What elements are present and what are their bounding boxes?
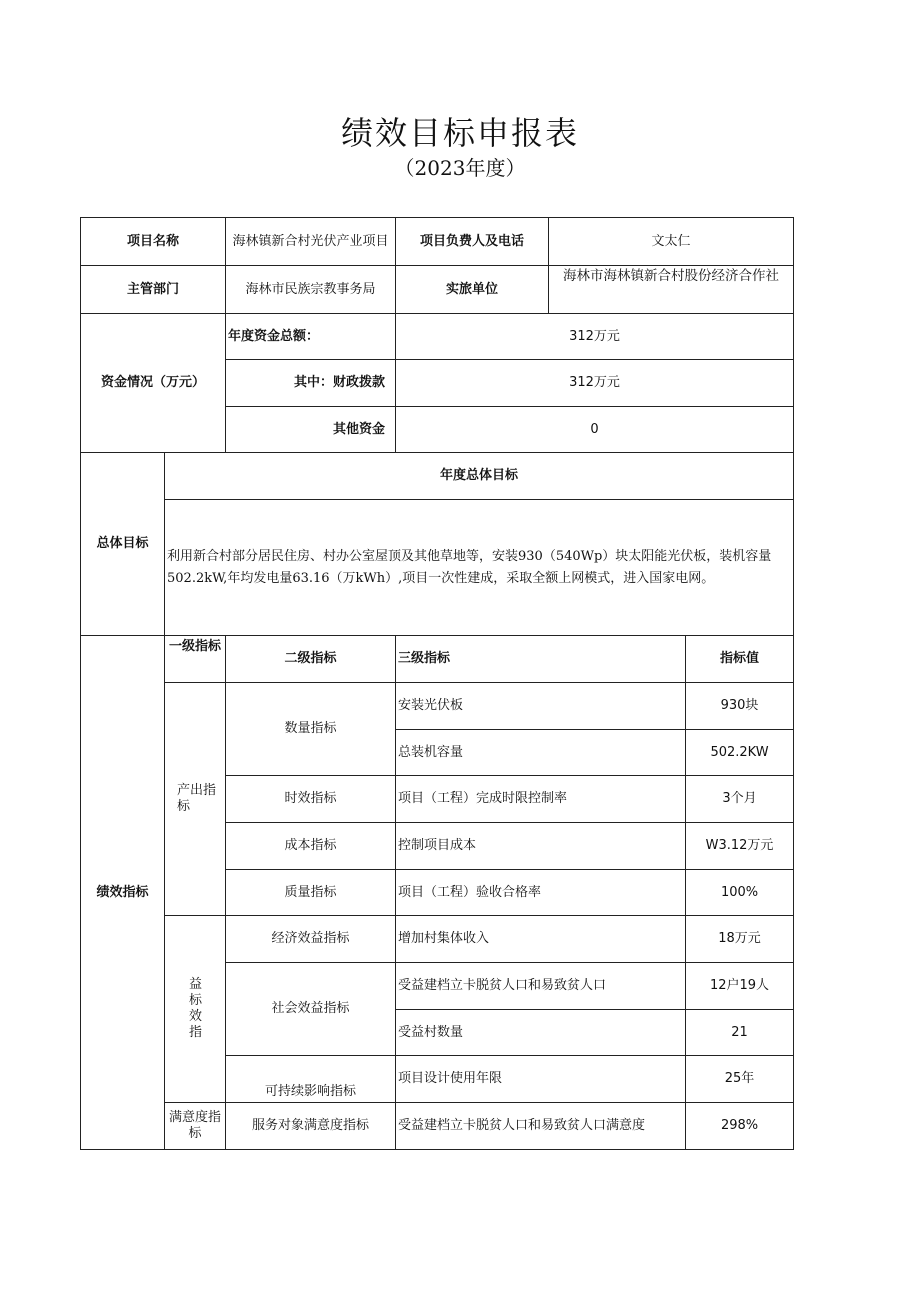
table-row-lvl3: 受益村数量 xyxy=(396,1010,686,1056)
impl-label: 实旅单位 xyxy=(396,266,549,313)
page-title: 绩效目标申报表 xyxy=(340,114,579,152)
table-row-value: 502.2KW xyxy=(686,730,794,776)
table-row-lvl3: 项目设计使用年限 xyxy=(396,1056,686,1103)
table-row-lvl3: 受益建档立卡脱贫人口和易致贫人口满意度 xyxy=(396,1103,686,1150)
performance-target-table xyxy=(80,217,794,1150)
leader-value: 文太仁 xyxy=(651,233,691,249)
table-row-lvl3: 项目（工程）完成时限控制率 xyxy=(396,776,686,823)
table-row-lvl2: 时效指标 xyxy=(226,776,396,823)
dept-label: 主管部门 xyxy=(81,266,226,314)
table-row-lvl3: 受益建档立卡脱贫人口和易致贫人口 xyxy=(396,963,686,1010)
funds-other-value: 0 xyxy=(396,407,794,453)
project-name-value: 海林镇新合村光伏产业项目 xyxy=(226,218,396,266)
goal-text: 利用新合村部分居民住房、村办公室屋顶及其他草地等，安装930（540Wp）块太阳能光伏板，装机容量502.2kW,年均发电量63.16（万kWh）,项目一次性建成，采取全额上网模式，进入国家电网。 xyxy=(165,500,794,636)
table-row-value: 298% xyxy=(686,1103,794,1150)
table-row-value: 100% xyxy=(686,870,794,916)
table-row-lvl2: 质量指标 xyxy=(226,870,396,916)
table-row-lvl2: 社会效益指标 xyxy=(226,963,396,1056)
leader-label: 项目负费人及电话 xyxy=(396,218,549,265)
funds-total-label: 年度资金总额： xyxy=(226,314,396,360)
table-row-value: 25年 xyxy=(686,1056,794,1103)
satisfaction-indicators-label: 满意度指标 xyxy=(165,1103,226,1150)
table-row-lvl3: 增加村集体收入 xyxy=(396,916,686,963)
table-row-lvl2: 数量指标 xyxy=(226,683,396,776)
table-row-value: 12户19人 xyxy=(686,963,794,1010)
funds-total-value: 312万元 xyxy=(396,314,794,360)
table-row-lvl2: 服务对象满意度指标 xyxy=(226,1103,396,1150)
table-row-value: 3个月 xyxy=(686,776,794,823)
table-row-value: 18万元 xyxy=(686,916,794,963)
table-row-lvl2: 成本指标 xyxy=(226,823,396,870)
funds-other-label: 其他资金 xyxy=(226,407,396,453)
table-row-lvl3: 总装机容量 xyxy=(396,730,686,776)
funds-fiscal-label: 其中：财政拨款 xyxy=(226,360,396,407)
project-name-label: 项目名称 xyxy=(81,218,226,266)
funds-label: 资金情况（万元） xyxy=(81,314,226,453)
funds-fiscal-value: 312万元 xyxy=(396,360,794,407)
impl-row xyxy=(396,266,794,314)
goal-label: 总体目标 xyxy=(81,453,165,636)
col-value-header: 指标值 xyxy=(686,636,794,683)
table-row-lvl3: 控制项目成本 xyxy=(396,823,686,870)
goal-header: 年度总体目标 xyxy=(165,453,794,500)
col-lvl3-header: 三级指标 xyxy=(396,636,686,683)
impl-value: 海林市海林镇新合村股份经济合作社 xyxy=(563,268,780,284)
table-row-lvl3: 安装光伏板 xyxy=(396,683,686,730)
table-row-value: 930块 xyxy=(686,683,794,730)
dept-value: 海林市民族宗教事务局 xyxy=(226,266,396,314)
table-row-lvl3: 项目（工程）验收合格率 xyxy=(396,870,686,916)
leader-row xyxy=(396,218,794,266)
benefit-indicators-label: 益标效指 xyxy=(165,916,226,1103)
output-indicators-label: 产出指标 xyxy=(165,683,226,916)
table-row-lvl2: 经济效益指标 xyxy=(226,916,396,963)
col-lvl1-header: 一级指标 xyxy=(165,636,226,683)
col-lvl2-header: 二级指标 xyxy=(226,636,396,683)
page-subtitle: （2023年度） xyxy=(394,156,526,180)
table-row-value: W3.12万元 xyxy=(686,823,794,870)
perf-label: 绩效指标 xyxy=(81,636,165,1150)
table-row-value: 21 xyxy=(686,1010,794,1056)
table-row-lvl2: 可持续影响指标 xyxy=(226,1056,396,1103)
